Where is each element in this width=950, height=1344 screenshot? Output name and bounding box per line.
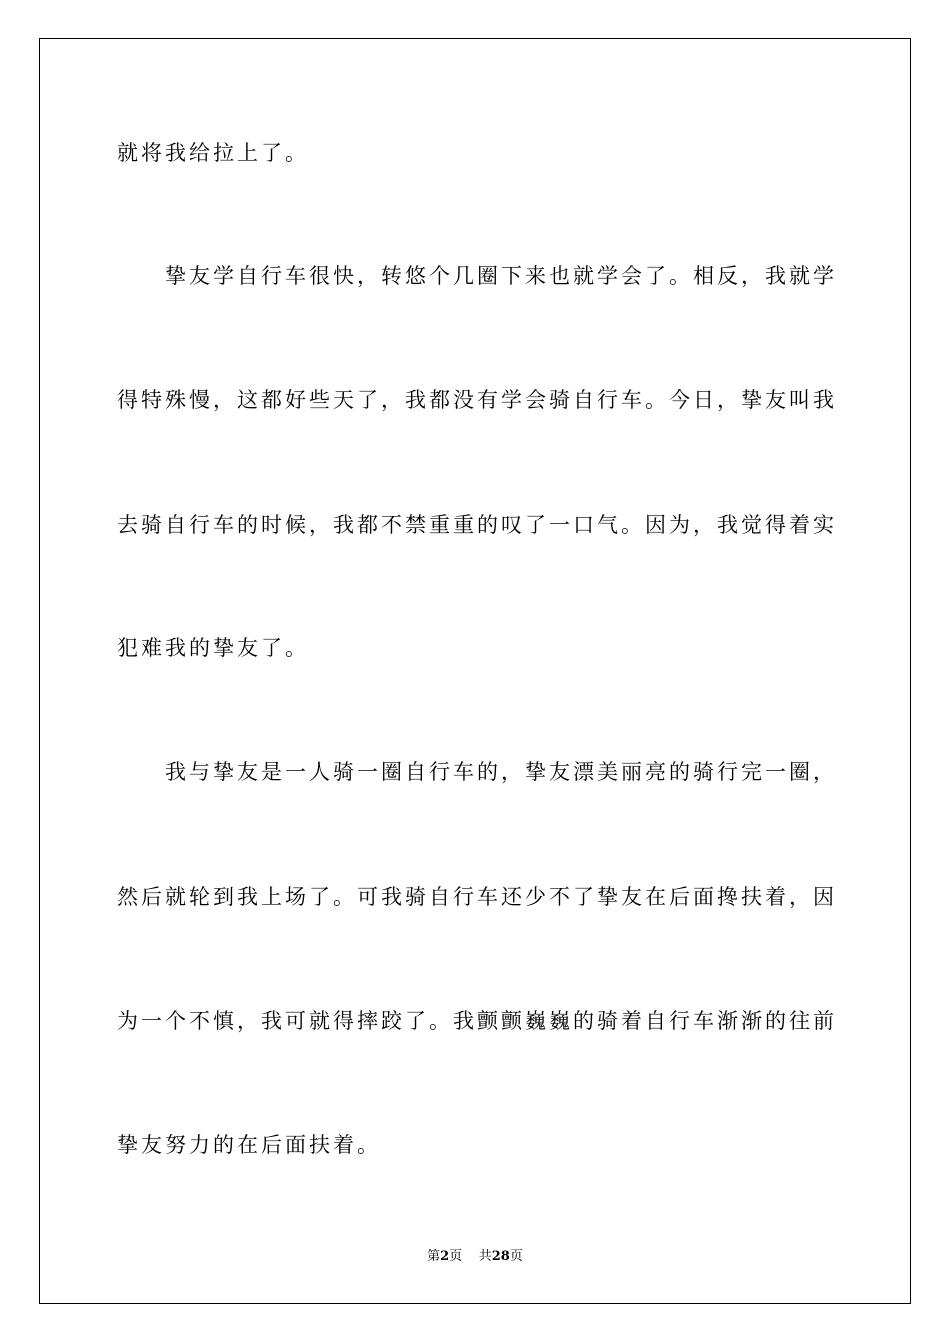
text-line-6: 我与挚友是一人骑一圈自行车的，挚友漂美丽亮的骑行完一圈， bbox=[165, 760, 837, 784]
total-prefix: 共 bbox=[478, 1249, 492, 1264]
total-suffix: 页 bbox=[509, 1249, 523, 1264]
page-prefix: 第 bbox=[427, 1249, 441, 1264]
text-line-1: 就将我给拉上了。 bbox=[117, 141, 309, 165]
current-page-number: 2 bbox=[440, 1249, 450, 1264]
text-line-7: 然后就轮到我上场了。可我骑自行车还少不了挚友在后面搀扶着，因 bbox=[117, 885, 837, 909]
text-line-4: 去骑自行车的时候，我都不禁重重的叹了一口气。因为，我觉得着实 bbox=[117, 513, 837, 537]
total-page-count: 28 bbox=[491, 1249, 510, 1264]
page-border bbox=[39, 38, 911, 1304]
page-suffix: 页 bbox=[449, 1249, 463, 1264]
text-line-2: 挚友学自行车很快，转悠个几圈下来也就学会了。相反，我就学 bbox=[165, 264, 837, 288]
text-line-8: 为一个不慎，我可就得摔跤了。我颤颤巍巍的骑着自行车渐渐的往前 bbox=[117, 1009, 837, 1033]
page-footer bbox=[0, 1248, 950, 1266]
text-line-9: 挚友努力的在后面扶着。 bbox=[117, 1133, 381, 1157]
text-line-5: 犯难我的挚友了。 bbox=[117, 636, 309, 660]
text-line-3: 得特殊慢，这都好些天了，我都没有学会骑自行车。今日，挚友叫我 bbox=[117, 388, 837, 412]
